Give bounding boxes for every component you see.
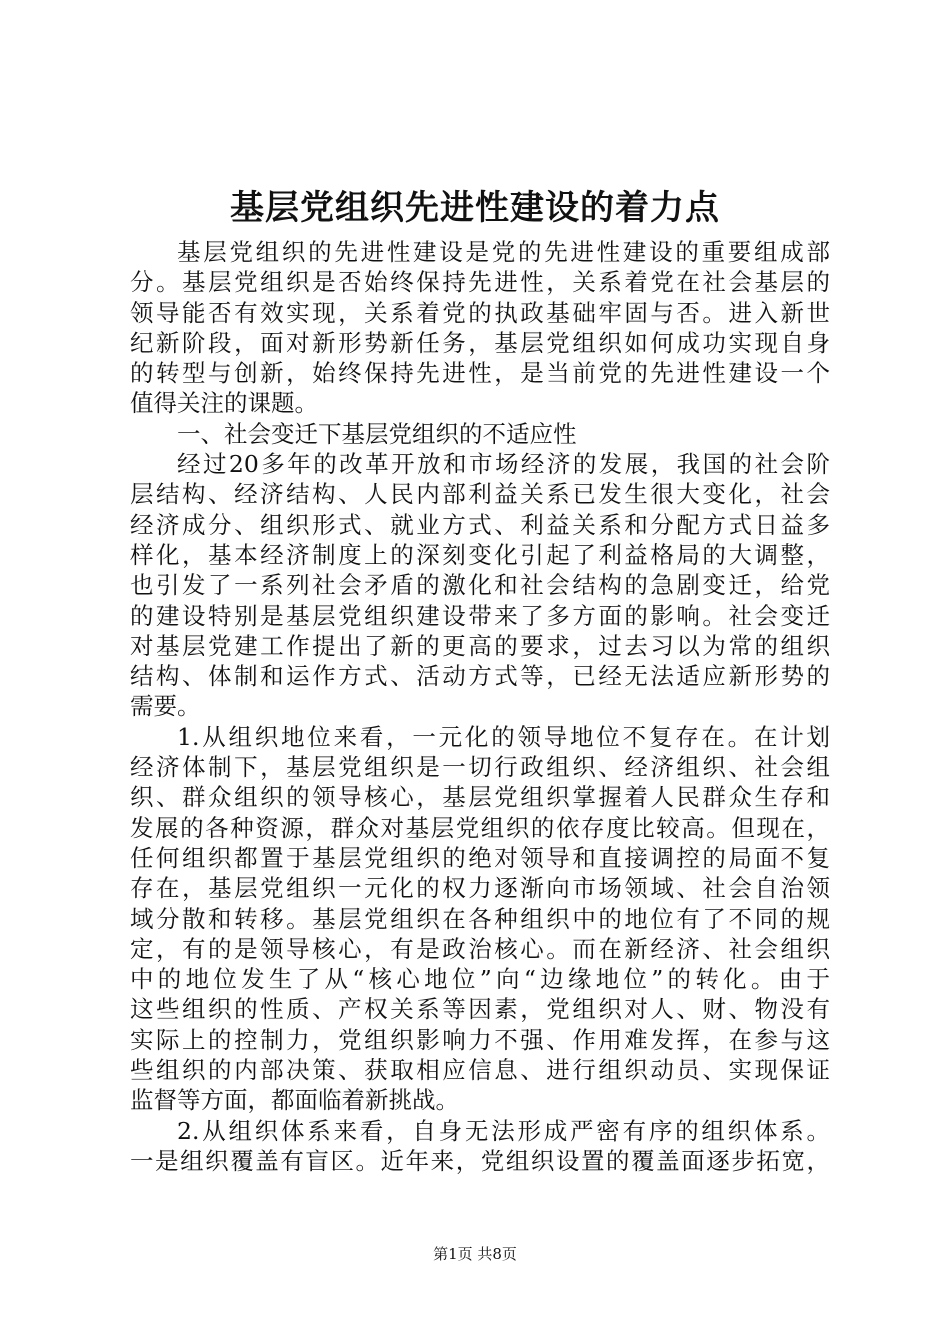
text-line: 织、群众组织的领导核心，基层党组织掌握着人民群众生存和: [130, 783, 830, 812]
text-line: 中的地位发生了从“核心地位”向“边缘地位”的转化。由于: [130, 965, 830, 994]
text-line: 这些组织的性质、产权关系等因素，党组织对人、财、物没有: [130, 995, 830, 1024]
text-line: 任何组织都置于基层党组织的绝对领导和直接调控的局面不复: [130, 843, 830, 872]
text-line: 需要。: [130, 692, 201, 721]
text-line: 2.从组织体系来看，自身无法形成严密有序的组织体系。: [177, 1116, 830, 1145]
text-line: 分。基层党组织是否始终保持先进性，关系着党在社会基层的: [130, 268, 830, 297]
text-line: 也引发了一系列社会矛盾的激化和社会结构的急剧变迁，给党: [130, 571, 830, 600]
text-line: 值得关注的课题。: [130, 389, 318, 418]
text-line: 的建设特别是基层党组织建设带来了多方面的影响。社会变迁: [130, 601, 830, 630]
text-line: 经济成分、组织形式、就业方式、利益关系和分配方式日益多: [130, 510, 830, 539]
text-line: 存在，基层党组织一元化的权力逐渐向市场领域、社会自治领: [130, 874, 830, 903]
text-line: 发展的各种资源，群众对基层党组织的依存度比较高。但现在，: [130, 813, 830, 842]
text-line: 的转型与创新，始终保持先进性，是当前党的先进性建设一个: [130, 359, 830, 388]
document-body: [130, 237, 830, 1176]
text-line: 实际上的控制力，党组织影响力不强、作用难发挥，在参与这: [130, 1025, 830, 1054]
text-line: 样化，基本经济制度上的深刻变化引起了利益格局的大调整，: [130, 540, 830, 569]
text-line: 经过20多年的改革开放和市场经济的发展，我国的社会阶: [177, 450, 830, 479]
text-line: 一是组织覆盖有盲区。近年来，党组织设置的覆盖面逐步拓宽，: [130, 1146, 830, 1175]
text-line: 结构、体制和运作方式、活动方式等，已经无法适应新形势的: [130, 662, 830, 691]
text-line: 经济体制下，基层党组织是一切行政组织、经济组织、社会组: [130, 753, 830, 782]
text-line: 定，有的是领导核心，有是政治核心。而在新经济、社会组织: [130, 934, 830, 963]
text-line: 监督等方面，都面临着新挑战。: [130, 1086, 459, 1115]
text-line: 层结构、经济结构、人民内部利益关系已发生很大变化，社会: [130, 480, 830, 509]
text-line: 些组织的内部决策、获取相应信息、进行组织动员、实现保证: [130, 1056, 830, 1085]
document-title: 基层党组织先进性建设的着力点: [230, 188, 720, 228]
text-line: 对基层党建工作提出了新的更高的要求，过去习以为常的组织: [130, 631, 830, 660]
text-line: 基层党组织的先进性建设是党的先进性建设的重要组成部: [177, 238, 830, 266]
text-line: 1.从组织地位来看，一元化的领导地位不复存在。在计划: [177, 722, 830, 751]
text-line: 域分散和转移。基层党组织在各种组织中的地位有了不同的规: [130, 904, 830, 933]
page-footer: 第1页 共8页: [433, 1245, 517, 1263]
section-heading: 一、社会变迁下基层党组织的不适应性: [177, 419, 577, 448]
text-line: 纪新阶段，面对新形势新任务，基层党组织如何成功实现自身: [130, 328, 830, 357]
text-line: 领导能否有效实现，关系着党的执政基础牢固与否。进入新世: [130, 298, 830, 327]
